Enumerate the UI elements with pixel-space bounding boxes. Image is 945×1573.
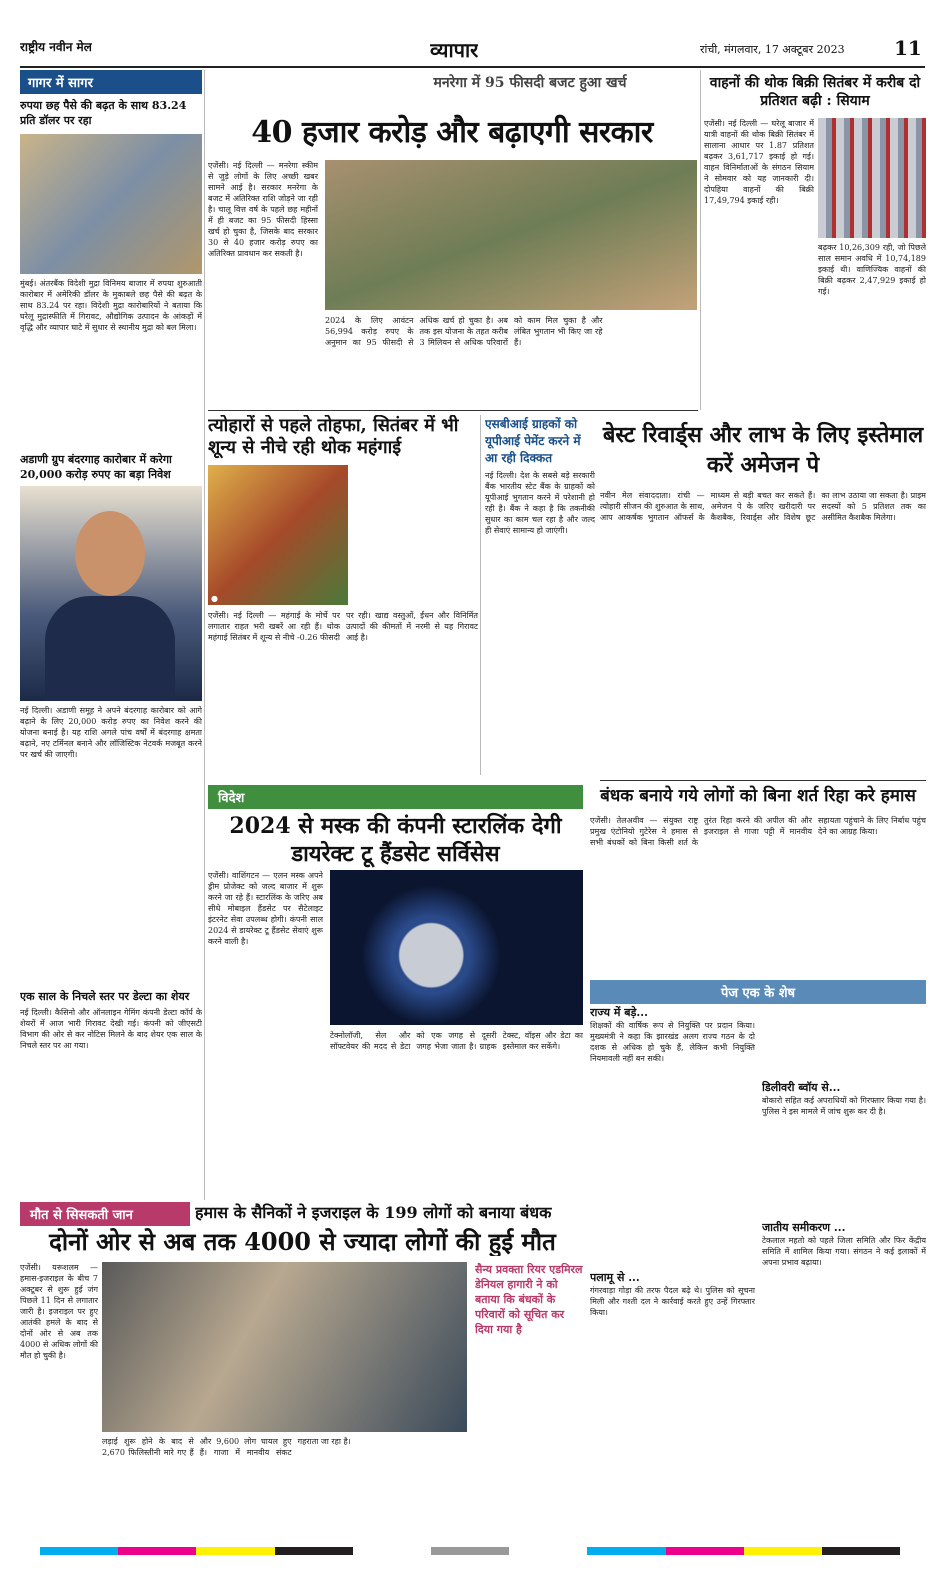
shesh-tag: पेज एक के शेष [590,980,926,1004]
war-subhead: हमास के सैनिकों ने इजराइल के 199 लोगों को बनाया बंधक [195,1203,552,1222]
divider-auto [700,70,701,410]
center-rule-1 [208,410,698,411]
videsh-tag: विदेश [208,785,583,809]
auto-headline: वाहनों की थोक बिक्री सितंबर में करीब दो प्रतिशत बढ़ी : सियाम [709,75,921,109]
shesh-headline-4: जातीय समीकरण ... [762,1221,846,1234]
mnrega-text-2: 2024 के लिए आवंटन 56,994 करोड़ रुपए के अनुमान का 95 फीसदी से अधिक खर्च हो चुका है। अब तक इस योजना के तहत करीब 3 मिलियन से अधिक परिवारों को काम मिल चुका है और लंबित भुगतान भी किए जा रहे हैं। [325,316,603,347]
center-divider [480,415,481,775]
release-text: एजेंसी। तेलअवीव — संयुक्त राष्ट्र प्रमुख एंटोनियो गुटेरेस ने हमास से सभी बंधकों को बिना किसी शर्त के तुरंत रिहा करने की अपील की और इजराइल से गाजा पट्टी में मानवीय सहायता पहुंचाने के लिए निर्बाध पहुंच देने का आग्रह किया। [590,816,926,847]
left-headline-2: अडाणी ग्रुप बंदरगाह कारोबार में करेगा 20,000 करोड़ रुपए का बड़ा निवेश [20,453,172,481]
registration-bar [40,1547,900,1555]
divider-left [204,70,205,1200]
masthead-name: राष्ट्रीय नवीन मेल [20,40,92,54]
mnrega-photo [325,160,697,310]
page-number: 11 [894,36,922,60]
adani-portrait [20,486,202,701]
shesh-text-3: बोकारो सहित कई अपराधियों को गिरफ्तार किया गया है। पुलिस ने इस मामले में जांच शुरू कर दी है। [762,1096,926,1116]
auto-text: एजेंसी। नई दिल्ली — घरेलू बाजार में यात्री वाहनों की थोक बिक्री सितंबर में सालाना आधार पर 1.87 प्रतिशत बढ़कर 3,61,717 इकाई हो गई। वाहन विनिर्माताओं के संगठन सियाम ने सोमवार को यह जानकारी दी। दोपहिया वाहनों की बिक्री 17,49,794 इकाई रही। [704,119,814,205]
sbi-text: नई दिल्ली। देश के सबसे बड़े सरकारी बैंक भारतीय स्टेट बैंक के ग्राहकों को यूपीआई भुगतान करने में परेशानी हो रही है। बैंक ने कहा है कि तकनीकी सुधार का काम चल रहा है और जल्द ही सेवाएं सामान्य हो जाएंगी। [485,471,595,535]
war-text-2: लड़ाई शुरू होने के बाद से 2,670 फिलिस्तीनी मारे गए हैं और 9,600 लोग घायल हुए हैं। गाजा में मानवीय संकट गहराता जा रहा है। [102,1437,351,1457]
shesh-text-2: गंगरवाड़ा गोड़ा की तरफ पैदल बढ़े थे। पुलिस को सूचना मिली और गश्ती दल ने कार्रवाई करते हुए उन्हें गिरफ्तार किया। [590,1286,755,1317]
war-quote: सैन्य प्रवक्ता रियर एडमिरल डेनियल हागारी ने को बताया कि बंधकों के परिवारों को सूचित कर दिया गया है [475,1263,583,1336]
amazon-text: नवीन मेल संवाददाता। रांची — त्योहारी सीजन की शुरुआत के साथ, आप आकर्षक भुगतान ऑफर्स के माध्यम से बड़ी बचत कर सकते हैं। अमेजन पे के जरिए खरीदारी पर कैशबैक, रिवार्ड्स और विशेष छूट का लाभ उठाया जा सकता है। प्राइम सदस्यों को 5 प्रतिशत तक का असीमित कैशबैक मिलेगा। [600,491,926,522]
cars-photo [818,118,926,238]
starlink-text: एजेंसी। वाशिंगटन — एलन मस्क अपने ड्रीम प्रोजेक्ट को जल्द बाजार में शुरू करने जा रहे हैं। स्टारलिंक के जरिए अब सीधे मोबाइल हैंडसेट पर सैटेलाइट इंटरनेट सेवा उपलब्ध होगी। कंपनी साल 2024 से डायरेक्ट टू हैंडसेट सेवाएं शुरू करने वाली है। [208,871,323,946]
currency-photo [20,134,202,274]
wpi-headline: त्योहारों से पहले तोहफा, सितंबर में भी शून्य से नीचे रही थोक महंगाई [208,415,459,458]
war-headline: दोनों ओर से अब तक 4000 से ज्यादा लोगों की हुई मौत [49,1228,556,1256]
left-text-1: मुंबई। अंतरबैंक विदेशी मुद्रा विनिमय बाजार में रुपया शुरुआती कारोबार में अमेरिकी डॉलर के मुकाबले छह पैसे की बढ़त के साथ 83.24 पर रहा। विदेशी मुद्रा कारोबारियों ने बताया कि घरेलू मुद्रास्फीति में गिरावट, औद्योगिक उत्पादन के आंकड़ों में वृद्धि और व्यापार घाटे में सुधार से स्थानीय मुद्रा को बल मिला। [20,279,202,332]
shesh-headline-1: राज्य में बड़े... [590,1006,648,1019]
section-label: व्यापार [430,38,479,62]
wpi-text: एजेंसी। नई दिल्ली — महंगाई के मोर्चे पर लगातार राहत भरी खबरें आ रही हैं। थोक महंगाई सितंबर में शून्य से नीचे -0.26 फीसदी पर रही। खाद्य वस्तुओं, ईंधन और विनिर्मित उत्पादों की कीमतों में नरमी से यह गिरावट आई है। [208,611,478,642]
dateline: रांची, मंगलवार, 17 अक्टूबर 2023 [700,43,845,56]
starlink-text-2: टेक्नोलॉजी, सेल और सॉफ्टवेयर की मदद से डेटा को एक जगह से दूसरी जगह भेजा जाता है। ग्राहक टेक्स्ट, वॉइस और डेटा का इस्तेमाल कर सकेंगे। [330,1031,583,1051]
amazon-headline: बेस्ट रिवार्ड्स और लाभ के लिए इस्तेमाल करें अमेजन पे [602,422,924,478]
war-photo [102,1262,467,1432]
war-text: एजेंसी। यरूशलम — हमास-इजराइल के बीच 7 अक्टूबर से शुरू हुई जंग पिछले 11 दिन से लगातार जारी है। इजराइल पर हुए आतंकी हमले के बाद से दोनों ओर से अब तक 4000 से अधिक लोगों की मौत हो चुकी है। [20,1263,98,1360]
left-headline-1: रुपया छह पैसे की बढ़त के साथ 83.24 प्रति डॉलर पर रहा [20,99,187,127]
kicker: मनरेगा में 95 फीसदी बजट हुआ खर्च [433,75,627,91]
left-column [20,70,202,1200]
main-headline: 40 हजार करोड़ और बढ़ाएगी सरकार [251,115,653,150]
shesh-text-4: टेकलाल महतो को पहले जिला समिति और फिर केंद्रीय समिति में शामिल किया गया। संगठन ने कई इलाकों में अपना प्रभाव बढ़ाया। [762,1236,926,1267]
satellite-photo [330,870,583,1025]
sbi-headline: एसबीआई ग्राहकों को यूपीआई पेमेंट करने में आ रही दिक्कत [485,417,581,465]
starlink-headline: 2024 से मस्क की कंपनी स्टारलिंक देगी डायरेक्ट टू हैंडसेट सर्विसेस [229,813,562,867]
shesh-text-1: शिक्षकों की वार्षिक रूप से नियुक्ति पर प्रदान किया। मुख्यमंत्री ने कहा कि झारखंड अलग राज्य गठन के दो दशक से अधिक हो चुके हैं, लेकिन कभी नियुक्ति नियमावली नहीं बन सकी। [590,1021,755,1063]
left-headline-3: एक साल के निचले स्तर पर डेल्टा का शेयर [20,990,190,1003]
top-rule [20,66,925,68]
shesh-headline-3: डिलीवरी ब्वॉय से... [762,1081,841,1094]
left-tag: गागर में सागर [20,70,202,94]
shesh-headline-2: पलामू से ... [590,1271,640,1284]
market-photo: ● [208,465,348,605]
left-text-2: नई दिल्ली। अडाणी समूह ने अपने बंदरगाह कारोबार को आगे बढ़ाने के लिए 20,000 करोड़ रुपए का निवेश करने की योजना बनाई है। यह राशि अगले पांच वर्षों में बंदरगाह क्षमता बढ़ाने, नए टर्मिनल बनाने और लॉजिस्टिक नेटवर्क मजबूत करने पर खर्च की जाएगी। [20,706,202,759]
auto-text-2: बढ़कर 10,26,309 रही, जो पिछले साल समान अवधि में 10,74,189 इकाई थी। वाणिज्यिक वाहनों की बिक्री बढ़कर 2,47,929 इकाई हो गई। [818,243,926,296]
amazon-rule [600,780,926,781]
war-tag: मौत से सिसकती जान [20,1202,190,1226]
left-text-3: नई दिल्ली। कैसिनो और ऑनलाइन गेमिंग कंपनी डेल्टा कॉर्प के शेयरों में आज भारी गिरावट देखी गई। कंपनी को जीएसटी विभाग की ओर से कर नोटिस मिलने के बाद शेयर एक साल के निचले स्तर पर आ गया। [20,1008,202,1050]
mnrega-text: एजेंसी। नई दिल्ली — मनरेगा स्कीम से जुड़े लोगों के लिए अच्छी खबर सामने आई है। सरकार मनरेगा के बजट में अतिरिक्त राशि जोड़ने जा रही है। चालू वित्त वर्ष के पहले छह महीनों में ही बजट का 95 फीसदी हिस्सा खर्च हो चुका है, जिसके बाद सरकार 30 से 40 हजार करोड़ रुपए का अतिरिक्त प्रावधान कर सकती है। [208,161,318,258]
release-headline: बंधक बनाये गये लोगों को बिना शर्त रिहा करे हमास [600,786,916,806]
